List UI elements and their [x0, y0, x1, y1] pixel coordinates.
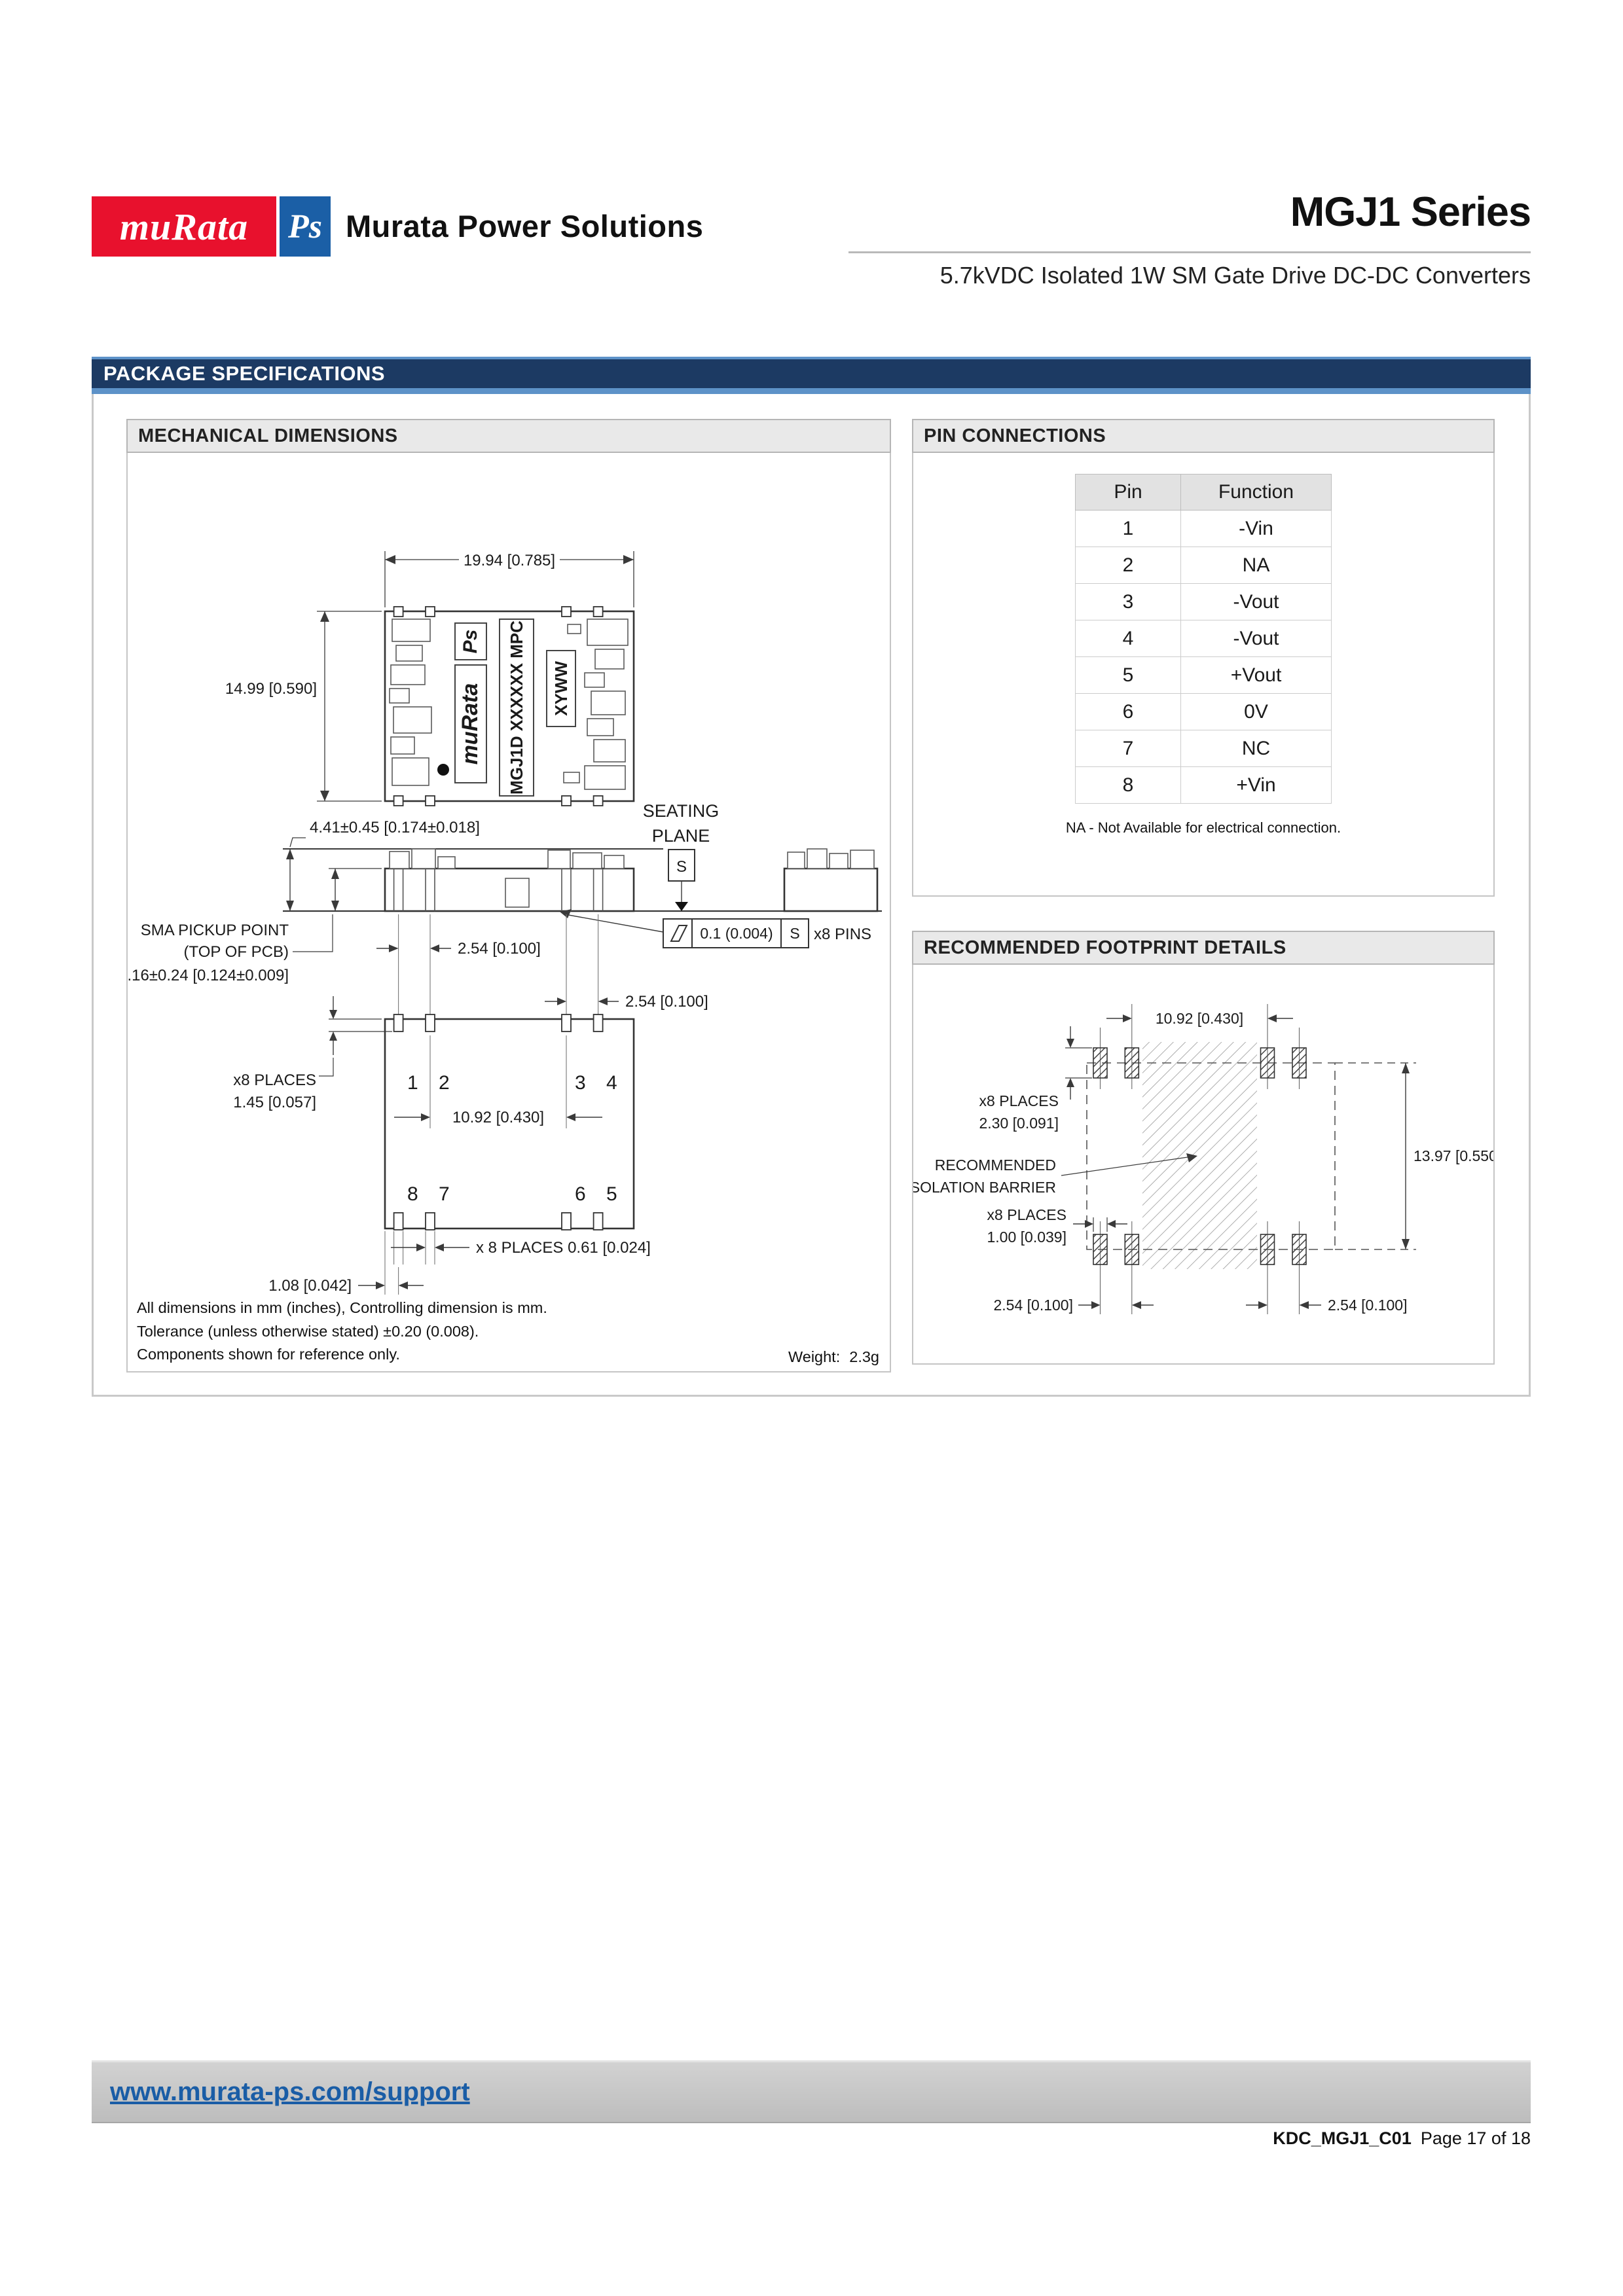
flatness-value: 0.1 (0.004) — [700, 925, 773, 942]
table-row: 4 -Vout — [1076, 620, 1332, 657]
package-specifications-bar — [92, 357, 1531, 394]
sideview-height-dim: 4.41±0.45 [0.174±0.018] — [310, 819, 480, 836]
mechanical-notes — [137, 1297, 547, 1366]
header-divider — [848, 251, 1531, 253]
company-name: Murata Power Solutions — [346, 209, 704, 243]
mechanical-dimensions-body — [126, 453, 891, 1372]
pin-column-header: Pin — [1076, 475, 1181, 511]
pin-connections-title: PIN CONNECTIONS — [924, 425, 1106, 446]
pitch-dim-b: 2.54 [0.100] — [625, 993, 708, 1011]
murata-logo-text: muRata — [119, 205, 249, 248]
doc-code: KDC_MGJ1_C01 — [1273, 2128, 1412, 2148]
footprint-drawing — [913, 965, 1493, 1361]
places-label-1: x8 PLACES — [233, 1071, 316, 1089]
pin-table — [1075, 474, 1332, 804]
ps-logo-text: Ps — [288, 207, 322, 245]
span-dim: 10.92 [0.430] — [452, 1109, 545, 1126]
footer-bar — [92, 2060, 1531, 2123]
page-number: Page 17 of 18 — [1420, 2128, 1531, 2148]
note-line: Tolerance (unless otherwise stated) ±0.20 (0.008). — [137, 1322, 479, 1340]
mechanical-dimensions-header — [126, 419, 891, 453]
pad-height-label-1: x8 PLACES — [979, 1092, 1059, 1109]
murata-logo — [92, 196, 276, 257]
function-column-header: Function — [1181, 475, 1332, 511]
pin-connections-panel — [912, 419, 1495, 897]
x8-pins-label: x8 PINS — [814, 925, 872, 943]
mechanical-dimensions-panel — [126, 419, 891, 1372]
pcb-logo-text: muRata — [458, 683, 483, 765]
pin1-marker-dot — [437, 764, 449, 776]
footprint-pitch-right: 2.54 [0.100] — [1328, 1297, 1408, 1314]
pin-table-header-row — [1076, 475, 1332, 511]
pcb-ps-text: Ps — [460, 629, 481, 654]
pin-number: 4 — [606, 1072, 617, 1094]
pin-number: 5 — [606, 1183, 617, 1205]
sma-label-2: (TOP OF PCB) — [183, 943, 289, 961]
pin-connections-body — [912, 453, 1495, 897]
package-specifications-container — [92, 394, 1531, 1397]
pin-number: 3 — [575, 1072, 586, 1094]
footprint-header — [912, 931, 1495, 965]
edge-dim: 1.08 [0.042] — [268, 1277, 352, 1295]
isolation-barrier-label-2: ISOLATION BARRIER — [913, 1179, 1056, 1196]
seating-plane-label-1: SEATING — [642, 801, 720, 821]
table-row: 7 NC — [1076, 730, 1332, 767]
table-row: 8 +Vin — [1076, 767, 1332, 804]
topview-height-dim: 14.99 [0.590] — [225, 680, 317, 698]
ps-logo — [280, 196, 331, 257]
pad-width-label-2: 1.00 [0.039] — [987, 1229, 1067, 1246]
pcb-date-text: XYWW — [551, 661, 571, 716]
table-row: 3 -Vout — [1076, 584, 1332, 620]
flatness-s: S — [790, 925, 800, 942]
pin-number: 7 — [439, 1183, 450, 1205]
footprint-span-dim: 10.92 [0.430] — [1155, 1010, 1244, 1027]
footprint-body — [912, 965, 1495, 1365]
package-specifications-title: PACKAGE SPECIFICATIONS — [103, 362, 386, 385]
pin-number: 6 — [575, 1183, 586, 1205]
note-line: Components shown for reference only. — [137, 1345, 400, 1363]
series-title: MGJ1 Series — [1290, 189, 1531, 235]
weight-note — [788, 1348, 879, 1366]
na-note: NA - Not Available for electrical connection. — [1065, 819, 1341, 836]
mechanical-drawing — [128, 453, 890, 1312]
places-label-2: 1.45 [0.057] — [233, 1094, 316, 1111]
note-line: All dimensions in mm (inches), Controlling dimension is mm. — [137, 1299, 547, 1317]
isolation-barrier-area — [1142, 1042, 1257, 1269]
table-row: 1 -Vin — [1076, 511, 1332, 547]
pad-height-label-2: 2.30 [0.091] — [979, 1115, 1059, 1132]
seating-plane-label-2: PLANE — [651, 826, 710, 846]
table-row: 5 +Vout — [1076, 657, 1332, 694]
series-subtitle: 5.7kVDC Isolated 1W SM Gate Drive DC-DC Converters — [939, 262, 1531, 289]
pin-number: 2 — [439, 1072, 450, 1094]
pads-dim: x 8 PLACES 0.61 [0.024] — [476, 1239, 651, 1257]
pcb-model-text: MGJ1D XXXXXX MPC — [507, 620, 526, 795]
footprint-pitch-left: 2.54 [0.100] — [993, 1297, 1073, 1314]
pin-connections-header — [912, 419, 1495, 453]
isolation-barrier-label-1: RECOMMENDED — [934, 1157, 1056, 1174]
footprint-panel — [912, 931, 1495, 1365]
table-row: 2 NA — [1076, 547, 1332, 584]
mechanical-dimensions-title: MECHANICAL DIMENSIONS — [138, 425, 398, 446]
sma-label-1: SMA PICKUP POINT — [140, 922, 289, 939]
table-row: 6 0V — [1076, 694, 1332, 730]
pad-width-label-1: x8 PLACES — [987, 1206, 1067, 1223]
support-link[interactable]: www.murata-ps.com/support — [110, 2077, 470, 2106]
weight-value: 2.3g — [849, 1348, 879, 1365]
page-info — [1273, 2128, 1531, 2149]
pin-number: 1 — [407, 1072, 418, 1094]
sma-dim: 3.16±0.24 [0.124±0.009] — [128, 967, 289, 984]
footprint-height-dim: 13.97 [0.550] — [1413, 1147, 1493, 1164]
footprint-title: RECOMMENDED FOOTPRINT DETAILS — [924, 937, 1286, 958]
pin-number: 8 — [407, 1183, 418, 1205]
pitch-dim-a: 2.54 [0.100] — [458, 940, 541, 958]
seating-s-label: S — [676, 858, 687, 876]
weight-label: Weight: — [788, 1348, 841, 1365]
topview-width-dim: 19.94 [0.785] — [463, 552, 556, 569]
